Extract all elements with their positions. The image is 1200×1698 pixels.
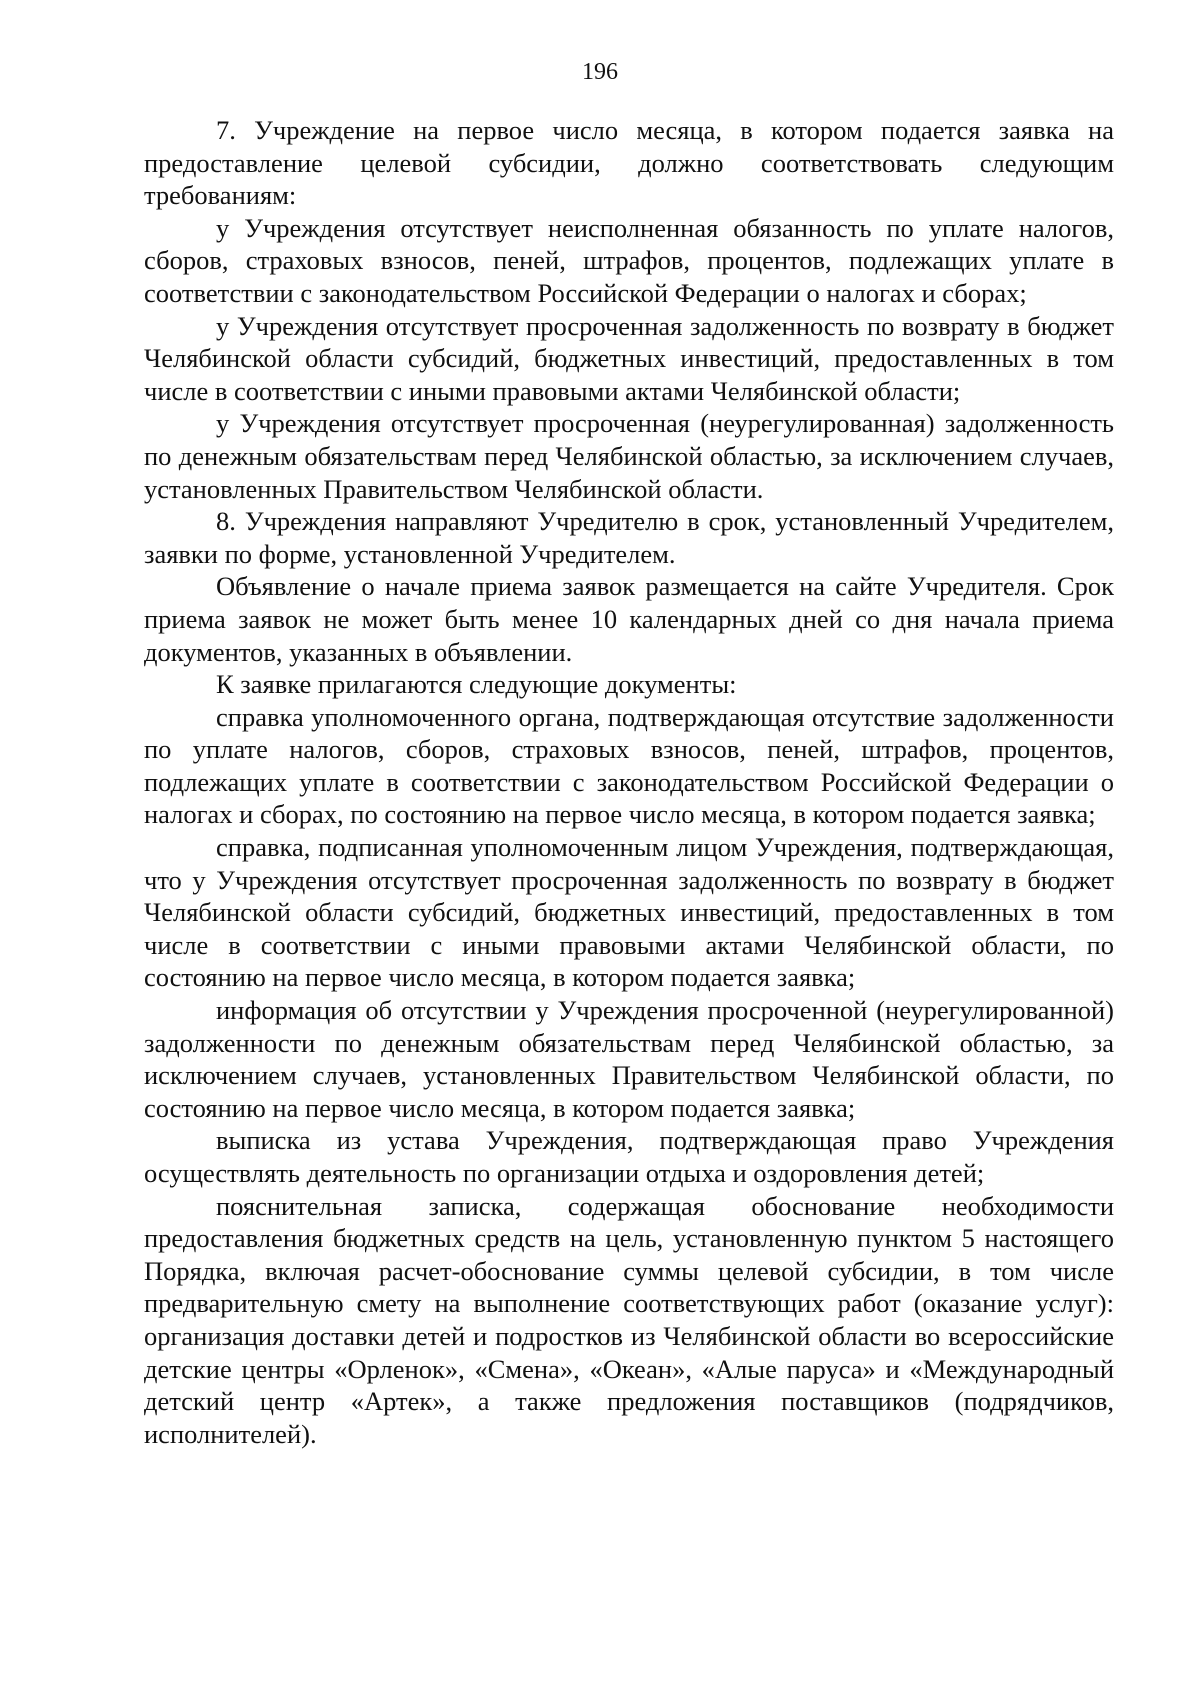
paragraph-item-7-requirements: 7. Учреждение на первое число месяца, в котором подается заявка на предоставление целевой субсидии, должно соответствовать следующим требованиям: — [144, 115, 1114, 211]
paragraph-no-monetary-obligations-debt: у Учреждения отсутствует просроченная (неурегулированная) задолженность по денежным обязательствам перед Челябинской областью, за исключением случаев, установленных Правительством Челябинской области. — [144, 408, 1114, 504]
paragraph-arrears-information: информация об отсутствии у Учреждения просроченной (неурегулированной) задолженности по денежным обязательствам перед Челябинской областью, за исключением случаев, установленных Правительством Челябинской области, по состоянию на первое число месяца, в котором подается заявка; — [144, 995, 1114, 1123]
paragraph-item-8-applications: 8. Учреждения направляют Учредителю в срок, установленный Учредителем, заявки по форме, установленной Учредителем. — [144, 506, 1114, 569]
paragraph-explanatory-note: пояснительная записка, содержащая обоснование необходимости предоставления бюджетных средств на цель, установленную пунктом 5 настоящего Порядка, включая расчет-обоснование суммы целевой субсидии, в том числе предварительную смету на выполнение соответствующих работ (оказание услуг): организация доставки детей и подростков из Челябинской области во всероссийские детские центры «Орленок», «Смена», «Океан», «Алые паруса» и «Международный детский центр «Артек», а также предложения поставщиков (подрядчиков, исполнителей). — [144, 1190, 1114, 1449]
document-body — [144, 114, 1114, 1450]
paragraph-signed-certificate: справка, подписанная уполномоченным лицом Учреждения, подтверждающая, что у Учреждения отсутствует просроченная задолженность по возврату в бюджет Челябинской области субсидий, бюджетных инвестиций, предоставленных в том числе в соответствии с иными правовыми актами Челябинской области, по состоянию на первое число месяца, в котором подается заявка; — [144, 832, 1114, 993]
paragraph-charter-extract: выписка из устава Учреждения, подтверждающая право Учреждения осуществлять деятельность по организации отдыха и оздоровления детей; — [144, 1125, 1114, 1188]
page-number: 196 — [582, 59, 618, 85]
paragraph-attached-documents-intro: К заявке прилагаются следующие документы: — [216, 669, 737, 700]
paragraph-announcement: Объявление о начале приема заявок размещается на сайте Учредителя. Срок приема заявок не может быть менее 10 календарных дней со дня начала приема документов, указанных в объявлении. — [144, 571, 1114, 667]
paragraph-no-tax-debt: у Учреждения отсутствует неисполненная обязанность по уплате налогов, сборов, страховых взносов, пеней, штрафов, процентов, подлежащих уплате в соответствии с законодательством Российской Федерации о налогах и сборах; — [144, 212, 1114, 308]
paragraph-no-budget-arrears: у Учреждения отсутствует просроченная задолженность по возврату в бюджет Челябинской области субсидий, бюджетных инвестиций, предоставленных в том числе в соответствии с иными правовыми актами Челябинской области; — [144, 310, 1114, 406]
paragraph-tax-authority-certificate: справка уполномоченного органа, подтверждающая отсутствие задолженности по уплате налогов, сборов, страховых взносов, пеней, штрафов, процентов, подлежащих уплате в соответствии с законодательством Российской Федерации о налогах и сборах, по состоянию на первое число месяца, в котором подается заявка; — [144, 701, 1114, 830]
